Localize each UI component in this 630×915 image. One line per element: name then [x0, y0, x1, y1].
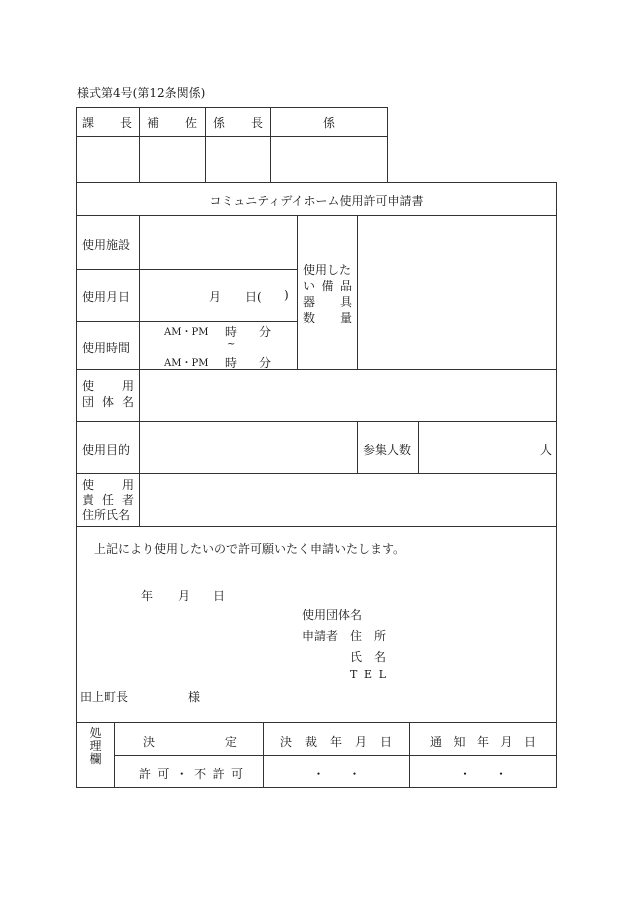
responsible-field[interactable]: [140, 474, 556, 526]
time-range-tilde: ~: [227, 339, 236, 350]
form-border: [76, 787, 557, 788]
notice-date-field[interactable]: ・ ・: [458, 767, 507, 781]
time-label: 使用時間: [82, 341, 131, 355]
form-rule: [114, 722, 115, 787]
applicant-caption: 申請者: [302, 629, 339, 643]
purpose-label: 使用目的: [82, 443, 131, 457]
people-unit: 人: [540, 443, 553, 457]
approval-hosa-header: 補 佐: [147, 116, 197, 130]
declaration-month: 月: [178, 589, 191, 603]
form-border: [556, 182, 557, 788]
approval-stamp-box[interactable]: [271, 137, 387, 182]
mayor-addressee: 田上町長: [80, 690, 129, 704]
approval-grid-line: [76, 107, 388, 108]
form-title: コミュニティデイホーム使用許可申請書: [209, 194, 424, 208]
group-name-label: 使 用 団 体 名: [82, 379, 134, 409]
mayor-honorific: 様: [188, 690, 201, 704]
form-border: [76, 182, 77, 788]
approval-stamp-box[interactable]: [206, 137, 270, 182]
approval-stamp-box[interactable]: [140, 137, 205, 182]
decision-date-field[interactable]: ・ ・: [312, 767, 361, 781]
responsible-label: 使 用 責 任 者 住所氏名: [82, 478, 134, 522]
form-rule: [297, 215, 298, 369]
declaration-text: 上記により使用したいので許可願いたく申請いたします。: [94, 542, 406, 556]
purpose-field[interactable]: [140, 422, 357, 473]
start-hour-unit: 時: [225, 325, 238, 339]
form-rule: [76, 722, 557, 723]
attendees-field[interactable]: [419, 422, 556, 473]
declaration-year: 年: [141, 589, 154, 603]
facility-label: 使用施設: [82, 238, 131, 252]
end-hour-unit: 時: [225, 356, 238, 370]
tel-caption: T E L: [350, 668, 386, 681]
form-rule: [114, 755, 557, 756]
form-rule: [76, 526, 557, 527]
notice-date-header: 通 知 年 月 日: [430, 735, 536, 749]
facility-field[interactable]: [140, 216, 297, 269]
name-caption: 氏 名: [350, 650, 386, 664]
processing-label: 処 理 欄: [89, 726, 102, 766]
approval-grid-line: [387, 107, 388, 183]
date-label: 使用月日: [82, 290, 131, 304]
decision-date-header: 決 裁 年 月 日: [280, 735, 392, 749]
approval-kakaricho-header: 係 長: [213, 116, 263, 130]
equipment-label: 使用した い 備 品 器 具 数 量: [303, 263, 352, 325]
date-month-unit: 月: [209, 290, 222, 304]
approval-kakari-header: 係: [322, 116, 335, 130]
start-ampm: AM・PM: [164, 327, 209, 338]
equipment-field[interactable]: [358, 216, 556, 369]
group-name-field[interactable]: [140, 370, 556, 421]
declaration-day: 日: [213, 589, 226, 603]
approval-stamp-box[interactable]: [77, 137, 139, 182]
date-day-unit: 日(: [245, 290, 262, 304]
date-close-paren: ): [284, 288, 289, 302]
form-rule: [357, 421, 358, 473]
form-number-label: 様式第4号(第12条関係): [77, 86, 206, 100]
form-border: [76, 182, 557, 183]
decision-header: 決 定: [143, 735, 237, 749]
attendees-label: 参集人数: [363, 443, 412, 457]
group-name-caption: 使用団体名: [302, 608, 363, 622]
start-minute-unit: 分: [259, 325, 272, 339]
permit-options[interactable]: 許 可 ・ 不 許 可: [139, 767, 243, 781]
end-ampm: AM・PM: [164, 358, 209, 369]
end-minute-unit: 分: [259, 356, 272, 370]
approval-kacho-header: 課 長: [82, 116, 132, 130]
address-caption: 住 所: [350, 629, 386, 643]
